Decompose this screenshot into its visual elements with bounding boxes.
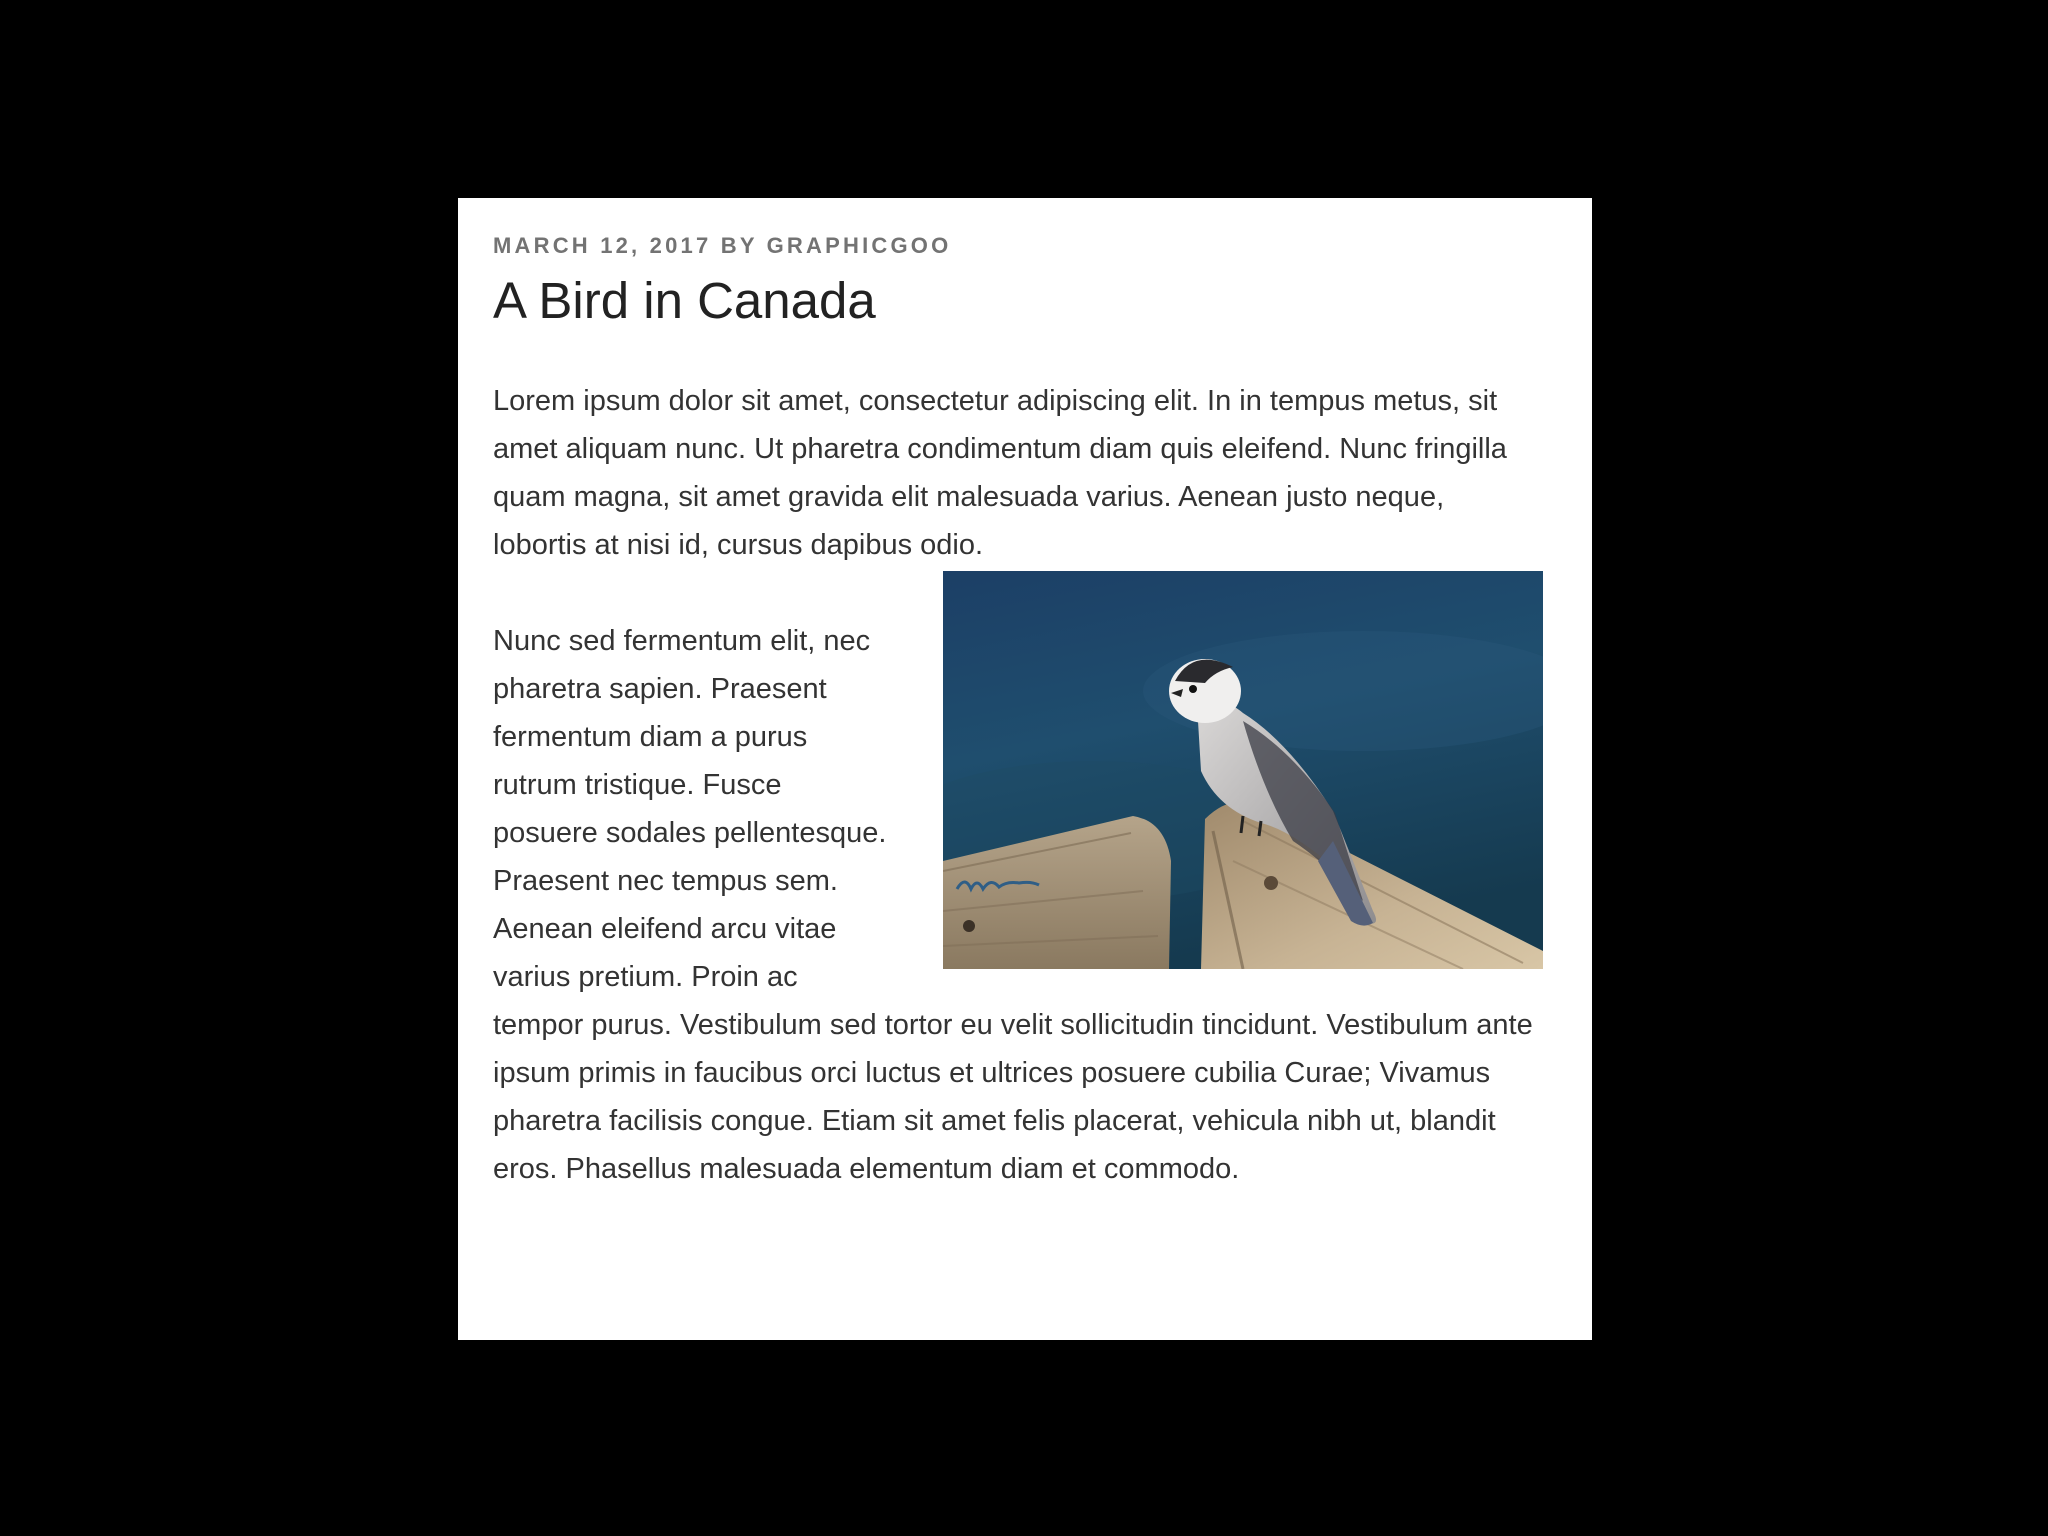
post-card xyxy=(458,198,1592,1340)
post-paragraph-1: Lorem ipsum dolor sit amet, consectetur adipiscing elit. In in tempus metus, sit amet aliquam nunc. Ut pharetra condimentum diam quis eleifend. Nunc fringilla quam magna, sit amet gravida elit malesuada varius. Aenean justo neque, lobortis at nisi id, cursus dapibus odio. xyxy=(493,385,1507,561)
bird-photo xyxy=(943,571,1543,969)
post-paragraph-2: Nunc sed fermentum elit, nec pharetra sapien. Praesent fermentum diam a purus rutrum tristique. Fusce posuere sodales pellentesque. Praesent nec tempus sem. Aenean eleifend arcu vitae varius pretium. Proin ac tempor purus. Vestibulum sed tortor eu velit sollicitudin tincidunt. Vestibulum ante ipsum primis in faucibus orci luctus et ultrices posuere cubilia Curae; Vivamus pharetra facilisis congue. Etiam sit amet felis placerat, vehicula nibh ut, blandit eros. Phasellus malesuada elementum diam et commodo. xyxy=(493,625,1533,1185)
post-title: A Bird in Canada xyxy=(493,272,876,329)
post-meta: MARCH 12, 2017 BY GRAPHICGOO xyxy=(493,233,952,258)
